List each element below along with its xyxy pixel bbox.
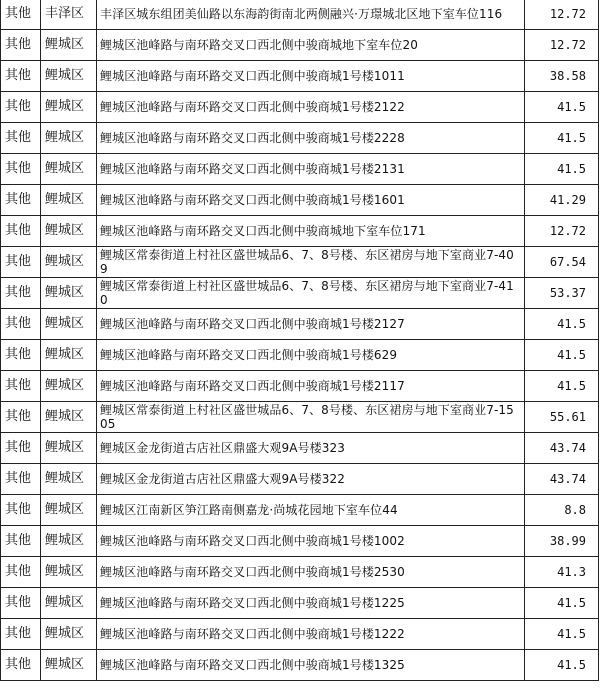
district-cell: 鲤城区 [41,92,97,123]
table-row [1,464,599,495]
property-type-cell: 其他 [1,495,41,526]
table-row [1,495,599,526]
district-cell: 鲤城区 [41,557,97,588]
table-row [1,185,599,216]
address-cell: 鲤城区金龙街道古店社区鼎盛大观9A号楼323 [97,433,525,464]
table-row [1,340,599,371]
district-cell: 鲤城区 [41,588,97,619]
property-type-cell: 其他 [1,588,41,619]
area-cell: 41.3 [525,557,599,588]
area-cell: 8.8 [525,495,599,526]
address-cell: 鲤城区金龙街道古店社区鼎盛大观9A号楼322 [97,464,525,495]
district-cell: 鲤城区 [41,464,97,495]
address-cell: 鲤城区池峰路与南环路交叉口西北侧中骏商城地下室车位171 [97,216,525,247]
address-cell: 鲤城区池峰路与南环路交叉口西北侧中骏商城1号楼1002 [97,526,525,557]
table-row [1,619,599,650]
address-cell: 鲤城区池峰路与南环路交叉口西北侧中骏商城1号楼2530 [97,557,525,588]
district-cell: 鲤城区 [41,154,97,185]
property-table-body [1,0,599,681]
table-row [1,402,599,433]
district-cell: 鲤城区 [41,123,97,154]
area-cell: 41.5 [525,123,599,154]
address-cell: 鲤城区常泰街道上村社区盛世城品6、7、8号楼、东区裙房与地下室商业7-409 [97,247,525,278]
district-cell: 鲤城区 [41,216,97,247]
table-row [1,92,599,123]
address-cell: 鲤城区常泰街道上村社区盛世城品6、7、8号楼、东区裙房与地下室商业7-1505 [97,402,525,433]
area-cell: 67.54 [525,247,599,278]
area-cell: 41.5 [525,154,599,185]
property-type-cell: 其他 [1,30,41,61]
district-cell: 鲤城区 [41,619,97,650]
area-cell: 53.37 [525,278,599,309]
area-cell: 43.74 [525,433,599,464]
district-cell: 鲤城区 [41,309,97,340]
area-cell: 43.74 [525,464,599,495]
table-row [1,309,599,340]
district-cell: 鲤城区 [41,30,97,61]
address-cell: 鲤城区池峰路与南环路交叉口西北侧中骏商城1号楼2127 [97,309,525,340]
area-cell: 41.5 [525,92,599,123]
area-cell: 12.72 [525,0,599,30]
table-row [1,247,599,278]
property-type-cell: 其他 [1,278,41,309]
property-type-cell: 其他 [1,402,41,433]
property-type-cell: 其他 [1,154,41,185]
address-cell: 鲤城区池峰路与南环路交叉口西北侧中骏商城1号楼2131 [97,154,525,185]
property-type-cell: 其他 [1,371,41,402]
property-type-cell: 其他 [1,185,41,216]
table-row [1,154,599,185]
property-type-cell: 其他 [1,123,41,154]
area-cell: 41.5 [525,619,599,650]
district-cell: 鲤城区 [41,278,97,309]
table-row [1,371,599,402]
table-row [1,123,599,154]
address-cell: 鲤城区池峰路与南环路交叉口西北侧中骏商城地下室车位20 [97,30,525,61]
table-row [1,216,599,247]
area-cell: 41.5 [525,650,599,681]
district-cell: 鲤城区 [41,526,97,557]
property-type-cell: 其他 [1,216,41,247]
area-cell: 41.5 [525,340,599,371]
address-cell: 鲤城区池峰路与南环路交叉口西北侧中骏商城1号楼2228 [97,123,525,154]
address-cell: 鲤城区常泰街道上村社区盛世城品6、7、8号楼、东区裙房与地下室商业7-410 [97,278,525,309]
address-cell: 鲤城区池峰路与南环路交叉口西北侧中骏商城1号楼1222 [97,619,525,650]
area-cell: 41.5 [525,588,599,619]
district-cell: 鲤城区 [41,340,97,371]
table-row [1,526,599,557]
address-cell: 鲤城区池峰路与南环路交叉口西北侧中骏商城1号楼1011 [97,61,525,92]
property-type-cell: 其他 [1,557,41,588]
area-cell: 12.72 [525,216,599,247]
table-row [1,278,599,309]
address-cell: 鲤城区池峰路与南环路交叉口西北侧中骏商城1号楼629 [97,340,525,371]
district-cell: 丰泽区 [41,0,97,30]
area-cell: 55.61 [525,402,599,433]
property-type-cell: 其他 [1,0,41,30]
address-cell: 鲤城区江南新区笋江路南侧嘉龙·尚城花园地下室车位44 [97,495,525,526]
table-row [1,30,599,61]
property-type-cell: 其他 [1,92,41,123]
district-cell: 鲤城区 [41,650,97,681]
area-cell: 41.29 [525,185,599,216]
table-row [1,61,599,92]
district-cell: 鲤城区 [41,433,97,464]
property-type-cell: 其他 [1,61,41,92]
table-row [1,557,599,588]
property-type-cell: 其他 [1,650,41,681]
address-cell: 丰泽区城东组团美仙路以东海韵街南北两侧融兴·万璟城北区地下室车位116 [97,0,525,30]
address-cell: 鲤城区池峰路与南环路交叉口西北侧中骏商城1号楼1325 [97,650,525,681]
area-cell: 38.99 [525,526,599,557]
address-cell: 鲤城区池峰路与南环路交叉口西北侧中骏商城1号楼2122 [97,92,525,123]
area-cell: 41.5 [525,309,599,340]
district-cell: 鲤城区 [41,495,97,526]
area-cell: 12.72 [525,30,599,61]
table-row [1,0,599,30]
property-type-cell: 其他 [1,464,41,495]
area-cell: 41.5 [525,371,599,402]
property-type-cell: 其他 [1,433,41,464]
district-cell: 鲤城区 [41,247,97,278]
district-cell: 鲤城区 [41,371,97,402]
address-cell: 鲤城区池峰路与南环路交叉口西北侧中骏商城1号楼2117 [97,371,525,402]
district-cell: 鲤城区 [41,61,97,92]
property-type-cell: 其他 [1,340,41,371]
district-cell: 鲤城区 [41,402,97,433]
property-type-cell: 其他 [1,309,41,340]
property-type-cell: 其他 [1,526,41,557]
property-type-cell: 其他 [1,247,41,278]
table-row [1,650,599,681]
district-cell: 鲤城区 [41,185,97,216]
table-row [1,588,599,619]
address-cell: 鲤城区池峰路与南环路交叉口西北侧中骏商城1号楼1601 [97,185,525,216]
table-row [1,433,599,464]
property-type-cell: 其他 [1,619,41,650]
area-cell: 38.58 [525,61,599,92]
address-cell: 鲤城区池峰路与南环路交叉口西北侧中骏商城1号楼1225 [97,588,525,619]
